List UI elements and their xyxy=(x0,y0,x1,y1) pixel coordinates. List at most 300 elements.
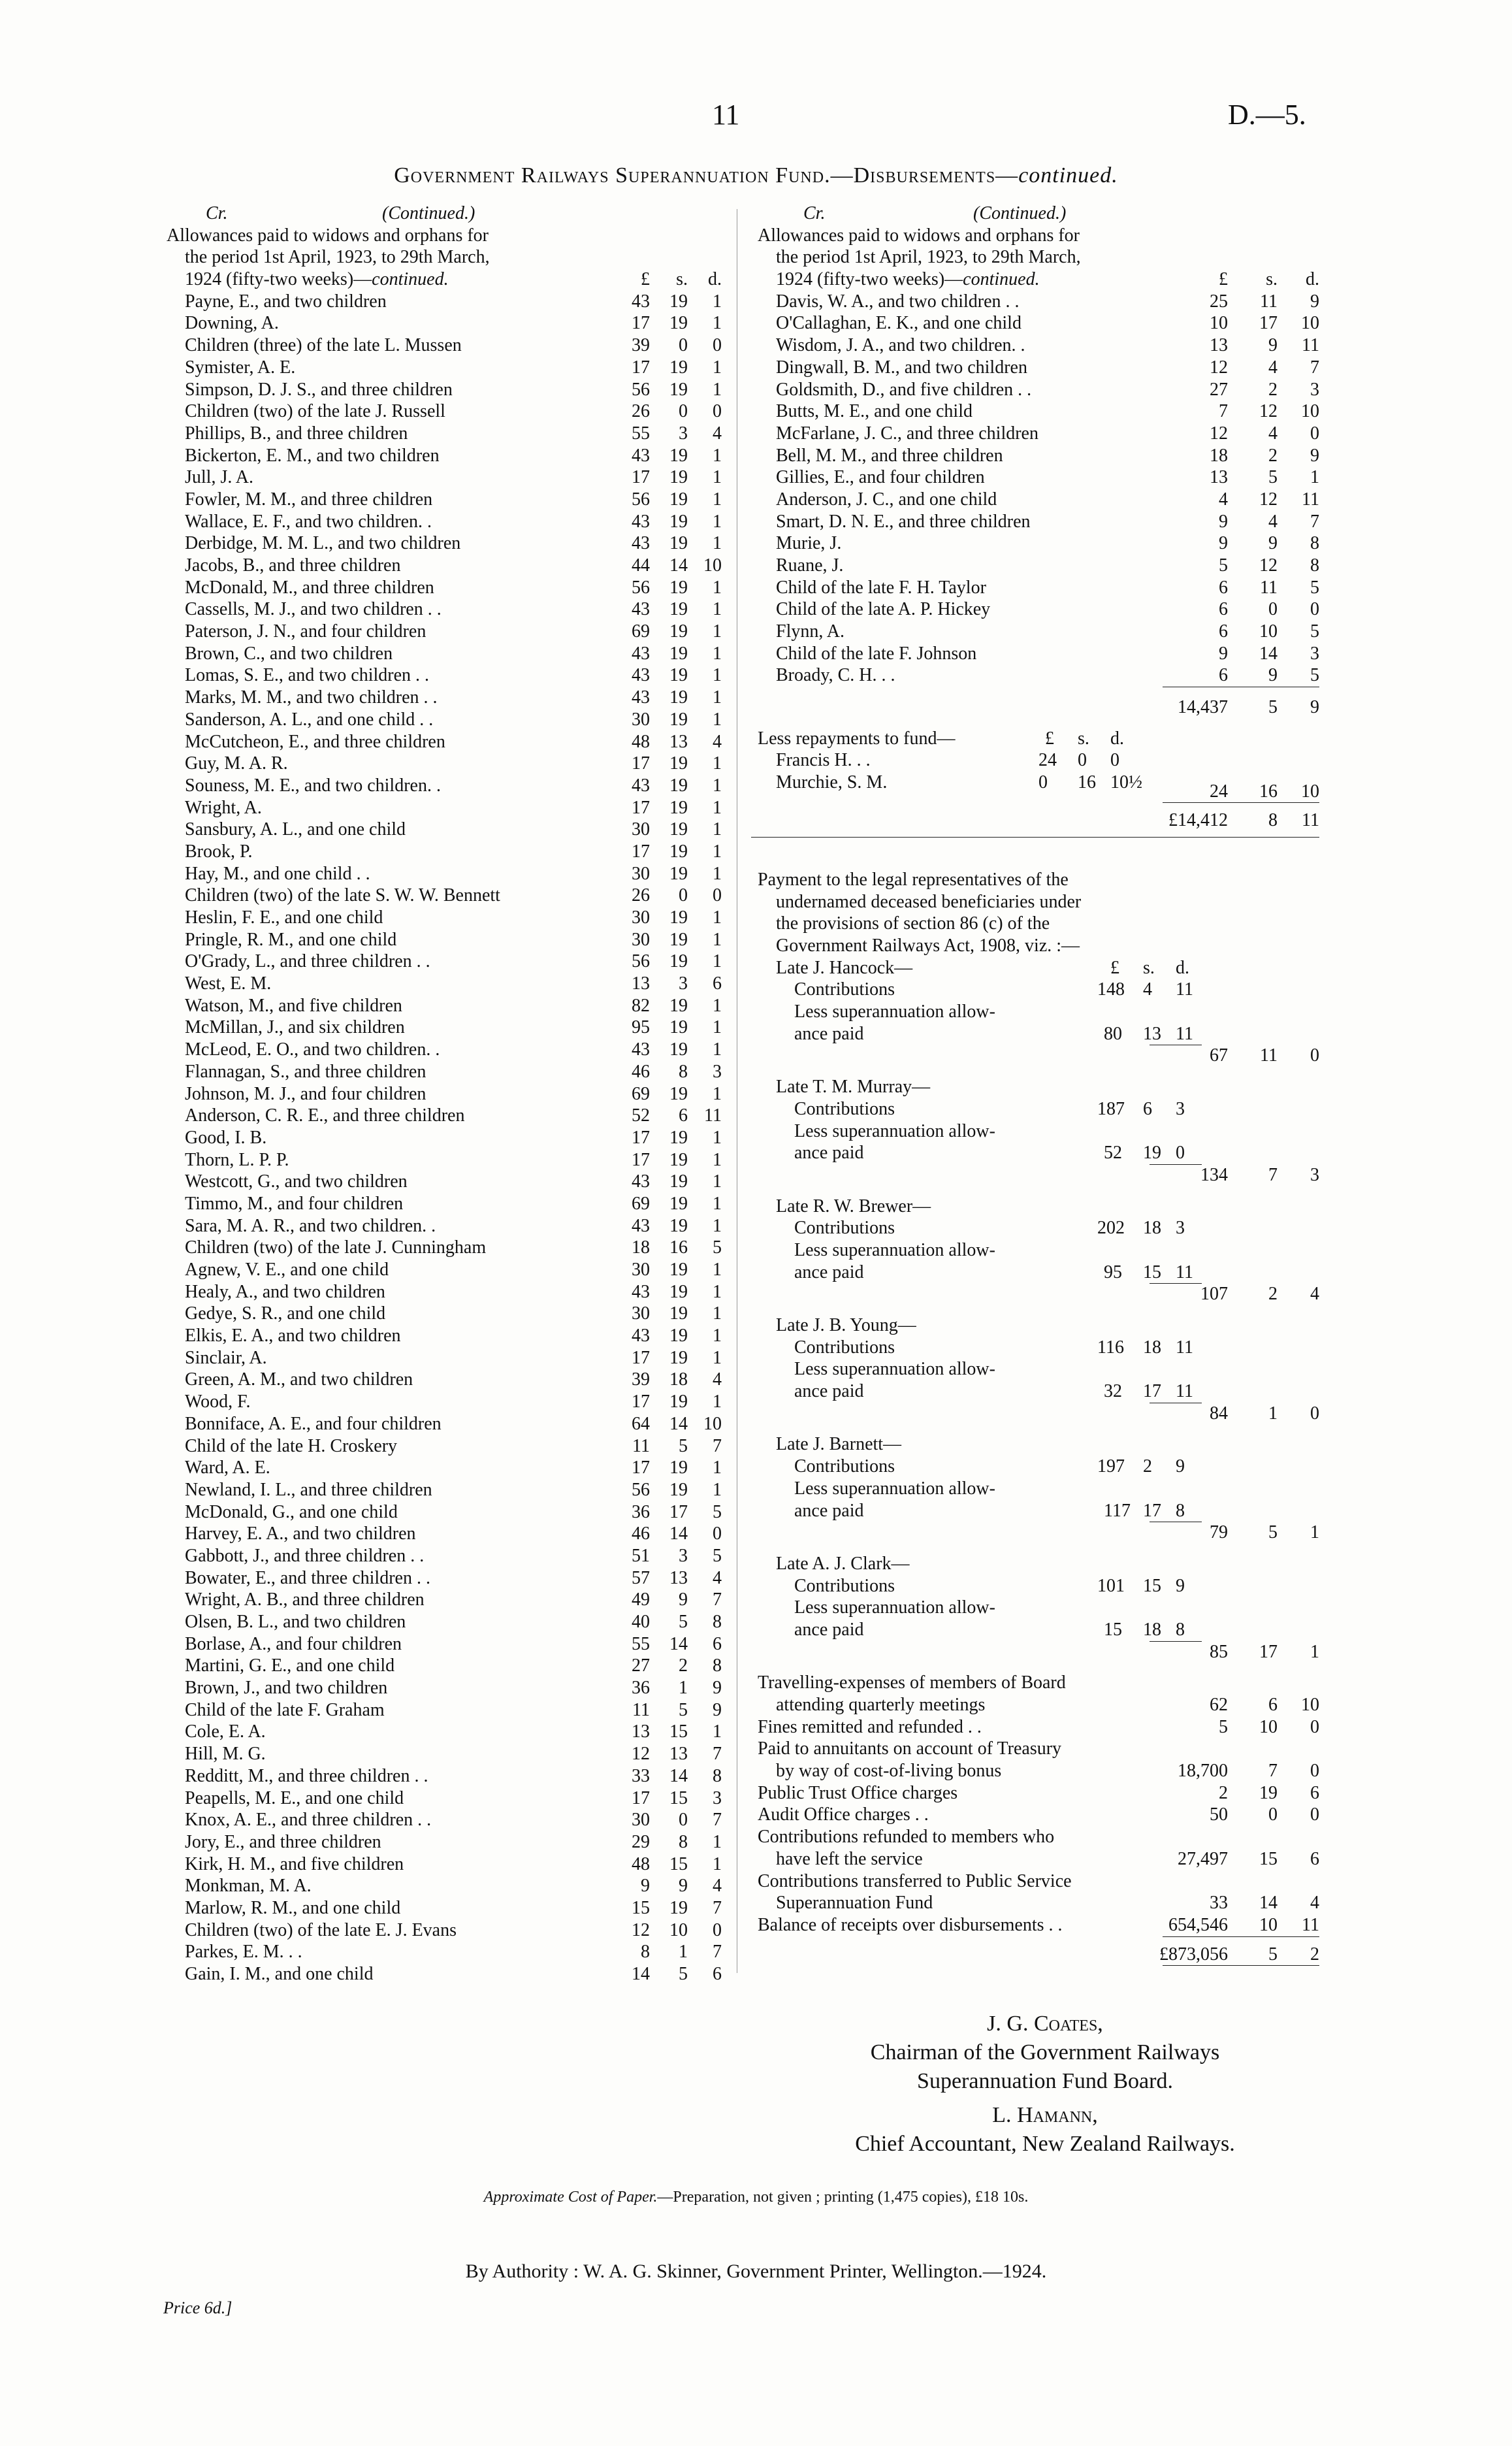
table-row xyxy=(758,445,1319,467)
table-row xyxy=(167,312,722,334)
estate-paid: ance paid 52 19 0 xyxy=(794,1143,1185,1164)
cost-note: Approximate Cost of Paper.—Preparation, not given ; printing (1,475 copies), £18 10s. xyxy=(483,2189,1029,2206)
table-row xyxy=(167,1149,722,1171)
beneficiary-name: Children (two) of the late S. W. W. Bennett xyxy=(185,885,500,906)
table-row xyxy=(167,775,722,797)
beneficiary-name: Davis, W. A., and two children . . xyxy=(776,291,1020,312)
estate-name: Late T. M. Murray— xyxy=(776,1077,931,1098)
amount-pounds: 46 xyxy=(632,1524,650,1544)
beneficiary-name: Ward, A. E. xyxy=(185,1458,270,1478)
amount-pounds: 43 xyxy=(632,599,650,620)
disbursement-row: Paid to annuitants on account of Treasury xyxy=(758,1738,1062,1759)
amount-pence: 1 xyxy=(713,753,722,774)
amount-pounds: 43 xyxy=(632,1171,650,1192)
beneficiary-name: Bonniface, A. E., and four children xyxy=(185,1413,442,1434)
beneficiary-name: Bickerton, E. M., and two children xyxy=(185,445,440,466)
table-row xyxy=(758,643,1319,665)
right-continued: (Continued.) xyxy=(973,203,1067,223)
beneficiary-name: Symister, A. E. xyxy=(185,357,296,378)
table-row xyxy=(167,1897,722,1919)
table-row xyxy=(167,819,722,841)
beneficiary-name: Wood, F. xyxy=(185,1392,251,1412)
beneficiary-name: Cole, E. A. xyxy=(185,1721,266,1742)
amount-shillings: 13 xyxy=(669,1744,688,1765)
estate-less-line: Less superannuation allow- xyxy=(794,1002,995,1022)
amount-pence: 1 xyxy=(713,1260,722,1280)
amount-pence: 1 xyxy=(713,379,722,400)
beneficiary-name: Goldsmith, D., and five children . . xyxy=(776,379,1032,400)
table-row xyxy=(167,1765,722,1787)
amount-shillings: 19 xyxy=(669,665,688,686)
amount-pounds: 43 xyxy=(632,643,650,664)
beneficiary-name: Child of the late F. H. Taylor xyxy=(776,577,986,598)
amount-shillings: 16 xyxy=(669,1237,688,1258)
estate-name: Late A. J. Clark— xyxy=(776,1553,910,1574)
amount-pounds: 43 xyxy=(632,687,650,708)
right-cr-heading xyxy=(758,203,1319,225)
amount-shillings: 15 xyxy=(669,1787,688,1808)
table-row xyxy=(167,1083,722,1105)
amount-pounds: 15 xyxy=(632,1897,650,1918)
pounds-header: £ xyxy=(1219,269,1228,290)
amount-shillings: 19 xyxy=(669,687,688,708)
amount-pounds: 95 xyxy=(632,1017,650,1038)
amount-shillings: 5 xyxy=(1268,1522,1278,1543)
amount-shillings: 19 xyxy=(669,1039,688,1060)
estate-paid: ance paid 15 18 8 xyxy=(794,1619,1185,1640)
amount-pounds: 17 xyxy=(632,1787,650,1808)
beneficiary-name: Parkes, E. M. . . xyxy=(185,1942,302,1963)
estate-name: Late J. Hancock— £ s. d. xyxy=(776,957,1189,978)
amount-pence: 7 xyxy=(713,1435,722,1456)
amount-pence: 5 xyxy=(1310,665,1319,686)
beneficiary-name: Brown, J., and two children xyxy=(185,1678,388,1699)
amount-pounds: 6 xyxy=(1219,577,1228,598)
amount-shillings: 14 xyxy=(669,1765,688,1786)
table-row xyxy=(167,841,722,863)
amount-pence: 1 xyxy=(713,577,722,598)
amount-pence: 5 xyxy=(1310,577,1319,598)
beneficiary-name: Gabbott, J., and three children . . xyxy=(185,1545,425,1566)
table-row xyxy=(167,1237,722,1259)
amount-pounds: 64 xyxy=(632,1413,650,1434)
signature-coates: J. G. Coates, Chairman of the Government Railways Superannuation Fund Board. xyxy=(870,2012,1220,2093)
amount-pounds: 33 xyxy=(632,1765,650,1786)
amount-pounds: 55 xyxy=(632,423,650,444)
left-column xyxy=(167,203,722,1985)
estate-entry xyxy=(758,957,1319,1067)
amount-shillings: 11 xyxy=(1260,291,1278,312)
beneficiary-name: Redditt, M., and three children . . xyxy=(185,1765,428,1786)
amount-pence: 1 xyxy=(713,1215,722,1236)
beneficiary-name: Thorn, L. P. P. xyxy=(185,1149,289,1170)
amount-shillings: 19 xyxy=(669,621,688,642)
amount-shillings: 9 xyxy=(679,1590,688,1610)
estate-name: Late J. Barnett— xyxy=(776,1434,902,1455)
amount-pence: 7 xyxy=(713,1810,722,1831)
estate-contributions: Contributions 187 6 3 xyxy=(794,1098,1185,1119)
title-continued: continued. xyxy=(1018,163,1118,188)
amount-shillings: 15 xyxy=(1259,1848,1278,1869)
beneficiary-name: Simpson, D. J. S., and three children xyxy=(185,379,453,400)
amount-pounds: 43 xyxy=(632,533,650,554)
table-row xyxy=(167,334,722,357)
amount-pounds: 27,497 xyxy=(1178,1848,1228,1869)
amount-shillings: 7 xyxy=(1268,1164,1278,1185)
amount-pounds: 26 xyxy=(632,401,650,422)
disbursement-row: Contributions transferred to Public Service xyxy=(758,1870,1072,1891)
amount-shillings: 17 xyxy=(669,1501,688,1522)
table-row xyxy=(167,291,722,313)
amount-shillings: 8 xyxy=(679,1831,688,1852)
beneficiary-name: Lomas, S. E., and two children . . xyxy=(185,665,430,686)
amount-pence: 0 xyxy=(713,401,722,422)
amount-pence: 1 xyxy=(713,1171,722,1192)
amount-pence: 1 xyxy=(1310,1641,1319,1662)
amount-pence: 1 xyxy=(713,1083,722,1104)
repayments-total: 24 16 10 xyxy=(1210,781,1319,802)
amount-pounds: 82 xyxy=(632,995,650,1016)
beneficiary-name: McDonald, M., and three children xyxy=(185,577,434,598)
amount-pence: 11 xyxy=(1302,335,1319,356)
amount-pence: 3 xyxy=(1310,643,1319,664)
amount-pence: 5 xyxy=(713,1501,722,1522)
beneficiary-name: Heslin, F. E., and one child xyxy=(185,907,383,928)
amount-shillings: 19 xyxy=(669,841,688,862)
beneficiary-name: Brook, P. xyxy=(185,841,253,862)
amount-shillings: 14 xyxy=(669,1413,688,1434)
beneficiary-name: Flannagan, S., and three children xyxy=(185,1061,426,1082)
beneficiary-name: Olsen, B. L., and two children xyxy=(185,1612,406,1632)
table-row xyxy=(167,1325,722,1347)
amount-pounds: 48 xyxy=(632,731,650,752)
amount-pounds: 8 xyxy=(641,1942,650,1963)
amount-pounds: 7 xyxy=(1219,401,1228,422)
amount-shillings: 19 xyxy=(669,1326,688,1346)
estate-less-line: Less superannuation allow- xyxy=(794,1597,995,1618)
amount-pence: 1 xyxy=(713,1039,722,1060)
amount-pounds: 2 xyxy=(1219,1782,1228,1803)
table-row xyxy=(167,1105,722,1127)
table-row xyxy=(167,1941,722,1963)
authority-line: By Authority : W. A. G. Skinner, Government Printer, Wellington.—1924. xyxy=(465,2260,1047,2282)
amount-pounds: 84 xyxy=(1210,1403,1228,1424)
amount-pence: 0 xyxy=(1310,423,1319,444)
amount-pounds: 56 xyxy=(632,951,650,972)
table-row xyxy=(167,709,722,731)
amount-pence: 1 xyxy=(713,313,722,334)
estate-net xyxy=(758,1641,1319,1663)
amount-pence: 0 xyxy=(1310,1716,1319,1737)
table-row xyxy=(167,1677,722,1699)
amount-shillings: 19 xyxy=(669,1281,688,1302)
amount-shillings: 19 xyxy=(669,1303,688,1324)
beneficiary-name: Anderson, J. C., and one child xyxy=(776,489,997,510)
amount-shillings: 0 xyxy=(679,1810,688,1831)
amount-shillings: 19 xyxy=(669,577,688,598)
amount-shillings: 19 xyxy=(669,1017,688,1038)
repayments-heading: Less repayments to fund— £ s. d. xyxy=(758,728,1124,749)
beneficiary-name: Martini, G. E., and one child xyxy=(185,1655,395,1676)
beneficiary-name: Sansbury, A. L., and one child xyxy=(185,819,406,840)
table-row xyxy=(167,687,722,709)
left-intro-1: Allowances paid to widows and orphans for xyxy=(167,225,489,246)
estate-less-line: Less superannuation allow- xyxy=(794,1478,995,1499)
amount-shillings: 19 xyxy=(669,951,688,972)
amount-shillings: 19 xyxy=(669,819,688,840)
amount-pounds: 18 xyxy=(632,1237,650,1258)
table-row xyxy=(167,973,722,995)
amount-pence: 4 xyxy=(1310,1893,1319,1914)
amount-pounds: 55 xyxy=(632,1633,650,1654)
beneficiary-name: Fowler, M. M., and three children xyxy=(185,489,433,510)
estate-less-line: Less superannuation allow- xyxy=(794,1359,995,1380)
estate-contributions: Contributions 101 15 9 xyxy=(794,1575,1185,1596)
right-column xyxy=(758,203,1319,1968)
table-row xyxy=(167,1523,722,1545)
table-row xyxy=(167,555,722,577)
table-row xyxy=(167,577,722,599)
amount-shillings: 9 xyxy=(1268,335,1278,356)
table-row xyxy=(167,1171,722,1193)
amount-pence: 3 xyxy=(1310,1164,1319,1185)
beneficiary-name: Souness, M. E., and two children. . xyxy=(185,775,441,796)
amount-shillings: 19 xyxy=(669,643,688,664)
amount-pounds: 30 xyxy=(632,819,650,840)
disbursement-row: Contributions refunded to members who xyxy=(758,1827,1055,1848)
table-row xyxy=(167,731,722,753)
right-intro-1: Allowances paid to widows and orphans for xyxy=(758,225,1080,246)
amount-pence: 4 xyxy=(1310,1284,1319,1305)
table-row xyxy=(167,1787,722,1810)
amount-shillings: 10 xyxy=(1259,621,1278,642)
amount-pence: 1 xyxy=(713,621,722,642)
amount-shillings: 19 xyxy=(669,533,688,554)
beneficiary-name: Watson, M., and five children xyxy=(185,995,402,1016)
disbursement-row: Balance of receipts over disbursements . . 654,546 10 11 xyxy=(758,1914,1319,1935)
beneficiary-name: Green, A. M., and two children xyxy=(185,1369,413,1390)
amount-pounds: 17 xyxy=(632,1458,650,1478)
amount-pounds: 43 xyxy=(632,291,650,312)
amount-pounds: 52 xyxy=(632,1105,650,1126)
amount-shillings: 19 xyxy=(669,929,688,950)
table-row xyxy=(167,445,722,467)
amount-pence: 5 xyxy=(713,1237,722,1258)
amount-pence: 1 xyxy=(713,445,722,466)
disbursement-row: Travelling-expenses of members of Board xyxy=(758,1672,1066,1693)
amount-pounds: 6 xyxy=(1219,621,1228,642)
beneficiary-name: Cassells, M. J., and two children . . xyxy=(185,599,442,620)
amount-pounds: 43 xyxy=(632,1281,650,1302)
estate-net xyxy=(758,1522,1319,1544)
table-row xyxy=(167,995,722,1017)
beneficiary-name: McCutcheon, E., and three children xyxy=(185,731,445,752)
amount-pounds: 654,546 xyxy=(1168,1914,1228,1935)
amount-pounds: 62 xyxy=(1210,1695,1228,1715)
beneficiary-name: McDonald, G., and one child xyxy=(185,1501,398,1522)
table-row xyxy=(167,1919,722,1942)
beneficiary-name: Monkman, M. A. xyxy=(185,1876,312,1897)
beneficiary-name: Jory, E., and three children xyxy=(185,1831,381,1852)
beneficiary-name: Hay, M., and one child . . xyxy=(185,863,370,884)
amount-shillings: 19 xyxy=(669,357,688,378)
amount-pence: 1 xyxy=(713,907,722,928)
amount-pounds: 56 xyxy=(632,379,650,400)
amount-pence: 1 xyxy=(713,687,722,708)
beneficiary-name: Gillies, E., and four children xyxy=(776,467,985,488)
table-row xyxy=(167,664,722,687)
estate-paid: ance paid 80 13 11 xyxy=(794,1023,1193,1044)
amount-shillings: 5 xyxy=(679,1612,688,1632)
amount-pence: 1 xyxy=(713,1127,722,1148)
amount-pounds: 79 xyxy=(1210,1522,1228,1543)
amount-shillings: 9 xyxy=(1268,665,1278,686)
estate-less-line: Less superannuation allow- xyxy=(794,1120,995,1141)
estate-entry xyxy=(758,1553,1319,1663)
amount-pounds: 12 xyxy=(632,1919,650,1940)
table-row xyxy=(167,1259,722,1281)
amount-shillings: 19 xyxy=(1259,1782,1278,1803)
table-row xyxy=(758,334,1319,357)
beneficiary-name: Children (two) of the late J. Russell xyxy=(185,401,445,422)
amount-pounds: 39 xyxy=(632,335,650,356)
left-rows xyxy=(167,291,722,1985)
amount-shillings: 3 xyxy=(679,1545,688,1566)
amount-pounds: 12 xyxy=(632,1744,650,1765)
amount-pence: 1 xyxy=(713,1303,722,1324)
section-rule xyxy=(751,837,1319,843)
beneficiary-name: Child of the late F. Graham xyxy=(185,1699,385,1720)
estate-net xyxy=(758,1403,1319,1425)
amount-pounds: 57 xyxy=(632,1567,650,1588)
amount-shillings: 4 xyxy=(1268,511,1278,532)
amount-shillings: 1 xyxy=(1268,1403,1278,1424)
amount-shillings: 19 xyxy=(669,1897,688,1918)
amount-shillings: 14 xyxy=(669,1524,688,1544)
amount-shillings: 19 xyxy=(669,995,688,1016)
repayment-row: Francis H. . . 24 0 0 xyxy=(776,750,1119,771)
amount-pounds: 43 xyxy=(632,1039,650,1060)
table-row xyxy=(758,577,1319,599)
estate-name: Late J. B. Young— xyxy=(776,1315,916,1335)
amount-pounds: 44 xyxy=(632,555,650,576)
beneficiary-name: Anderson, C. R. E., and three children xyxy=(185,1105,465,1126)
amount-shillings: 19 xyxy=(669,797,688,818)
estate-entry xyxy=(758,1433,1319,1543)
amount-pence: 1 xyxy=(713,1326,722,1346)
beneficiary-name: Gedye, S. R., and one child xyxy=(185,1303,386,1324)
table-row xyxy=(167,643,722,665)
amount-shillings: 15 xyxy=(669,1853,688,1874)
amount-shillings: 12 xyxy=(1259,401,1278,422)
table-row xyxy=(167,1831,722,1853)
amount-pence: 1 xyxy=(713,863,722,884)
table-row xyxy=(167,1061,722,1083)
pence-header: d. xyxy=(1306,269,1319,290)
amount-pence: 7 xyxy=(1310,511,1319,532)
grand-total-underline xyxy=(1163,1965,1319,1968)
amount-shillings: 19 xyxy=(669,291,688,312)
table-row xyxy=(167,423,722,445)
amount-shillings: 19 xyxy=(669,775,688,796)
beneficiary-name: Wright, A. B., and three children xyxy=(185,1590,425,1610)
amount-pence: 1 xyxy=(713,709,722,730)
table-row xyxy=(167,1193,722,1215)
left-intro-2: the period 1st April, 1923, to 29th March, xyxy=(185,247,490,268)
grand-total: £873,056 5 2 xyxy=(1159,1944,1319,1965)
amount-shillings: 6 xyxy=(1268,1695,1278,1715)
amount-pounds: 43 xyxy=(632,1326,650,1346)
beneficiary-name: Child of the late H. Croskery xyxy=(185,1435,398,1456)
amount-pounds: 43 xyxy=(632,511,650,532)
disbursement-row: by way of cost-of-living bonus 18,700 7 0 xyxy=(776,1761,1319,1782)
estate-paid: ance paid 95 15 11 xyxy=(794,1262,1193,1282)
net-total: £14,412 8 11 xyxy=(1168,810,1319,831)
table-row xyxy=(167,1545,722,1567)
amount-pounds: 5 xyxy=(1219,555,1228,576)
right-intro-3: 1924 (fifty-two weeks)—continued. £ s. d. xyxy=(776,269,1319,290)
amount-pounds: 40 xyxy=(632,1612,650,1632)
amount-pounds: 26 xyxy=(632,885,650,906)
table-row xyxy=(167,466,722,489)
amount-pence: 1 xyxy=(713,357,722,378)
beneficiary-name: Borlase, A., and four children xyxy=(185,1633,402,1654)
amount-shillings: 19 xyxy=(669,511,688,532)
amount-shillings: 19 xyxy=(669,1083,688,1104)
amount-shillings: 8 xyxy=(679,1061,688,1082)
table-row xyxy=(758,664,1319,687)
amount-pence: 7 xyxy=(713,1744,722,1765)
beneficiary-name: Phillips, B., and three children xyxy=(185,423,408,444)
amount-shillings: 14 xyxy=(1259,643,1278,664)
amount-pence: 1 xyxy=(713,819,722,840)
amount-pence: 0 xyxy=(1310,599,1319,620)
amount-pence: 4 xyxy=(713,1369,722,1390)
amount-pence: 1 xyxy=(713,1149,722,1170)
beneficiary-name: McFarlane, J. C., and three children xyxy=(776,423,1038,444)
amount-pence: 11 xyxy=(1302,489,1319,510)
table-row xyxy=(758,532,1319,555)
table-row xyxy=(167,400,722,423)
amount-shillings: 2 xyxy=(1268,445,1278,466)
estate-entry xyxy=(758,1314,1319,1424)
amount-pounds: 18 xyxy=(1210,445,1228,466)
amount-pence: 5 xyxy=(713,1545,722,1566)
amount-shillings: 5 xyxy=(679,1435,688,1456)
beneficiary-name: Payne, E., and two children xyxy=(185,291,387,312)
beneficiary-name: Smart, D. N. E., and three children xyxy=(776,511,1031,532)
beneficiary-name: Pringle, R. M., and one child xyxy=(185,929,397,950)
amount-pounds: 17 xyxy=(632,797,650,818)
amount-pence: 8 xyxy=(713,1612,722,1632)
table-row xyxy=(758,511,1319,533)
amount-pence: 9 xyxy=(713,1678,722,1699)
amount-pence: 1 xyxy=(713,511,722,532)
amount-shillings: 11 xyxy=(1260,1045,1278,1066)
amount-shillings: 19 xyxy=(669,379,688,400)
beneficiary-name: O'Callaghan, E. K., and one child xyxy=(776,313,1021,334)
disbursement-row: Public Trust Office charges 2 19 6 xyxy=(758,1782,1319,1803)
amount-pence: 1 xyxy=(1310,1522,1319,1543)
beneficiary-name: Sanderson, A. L., and one child . . xyxy=(185,709,434,730)
beneficiary-name: Brown, C., and two children xyxy=(185,643,393,664)
table-row xyxy=(167,885,722,907)
amount-shillings: 19 xyxy=(669,753,688,774)
amount-pounds: 29 xyxy=(632,1831,650,1852)
amount-pounds: 17 xyxy=(632,1149,650,1170)
beneficiary-name: McLeod, E. O., and two children. . xyxy=(185,1039,440,1060)
amount-pence: 8 xyxy=(713,1655,722,1676)
